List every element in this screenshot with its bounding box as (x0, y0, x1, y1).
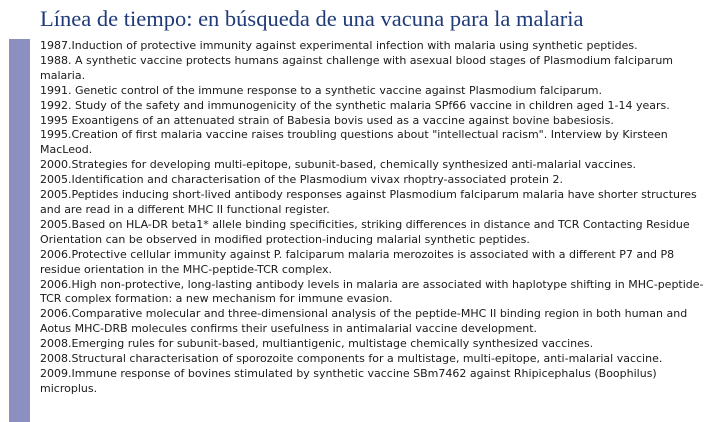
timeline-entry: 1991. Genetic control of the immune response to a synthetic vaccine against Plasmodium falciparum. (40, 83, 603, 97)
timeline-entry: 1995 Exoantigens of an attenuated strain of Babesia bovis used as a vaccine against bovine babesiosis. (40, 113, 614, 127)
timeline-entry: 2000.Strategies for developing multi-epitope, subunit-based, chemically synthesized anti-malarial vaccines. (40, 158, 637, 172)
accent-bar (9, 39, 30, 422)
timeline-entry: 1988. A synthetic vaccine protects humans against challenge with asexual blood stages of Plasmodium falciparum malaria. (40, 53, 674, 82)
timeline-entry: 2006.Protective cellular immunity against P. falciparum malaria merozoites is associated with a different P7 and P8 residue orientation in the MHC-peptide-TCR complex. (40, 247, 675, 276)
timeline-entry: 2005.Peptides inducing short-lived antibody responses against Plasmodium falciparum malaria have shorter structures and are read in a different MHC II functional register. (40, 188, 697, 216)
timeline-entry: 2009.Immune response of bovines stimulated by synthetic vaccine SBm7462 against Rhipicephalus (Boophilus) microplus. (40, 366, 657, 395)
timeline-entry: 2005.Identification and characterisation of the Plasmodium vivax rhoptry-associated protein 2. (40, 173, 563, 187)
timeline-entry: 2008.Emerging rules for subunit-based, multiantigenic, multistage chemically synthesized vaccines. (40, 337, 594, 351)
timeline-entry: 2006.High non-protective, long-lasting antibody levels in malaria are associated with haplotype shifting in MHC-peptide-TCR complex formation: a new mechanism for immune evasion. (40, 277, 704, 306)
slide-title: Línea de tiempo: en búsqueda de una vacuna para la malaria (40, 6, 584, 31)
timeline-list (40, 39, 710, 397)
timeline-entry: 1995.Creation of first malaria vaccine raises troubling questions about "intellectual racism". Interview by Kirsteen MacLeod. (40, 128, 668, 157)
timeline-entry: 2005.Based on HLA-DR beta1* allele binding specificities, striking differences in distance and TCR Contacting Residue Orientation can be observed in modified protection-inducing malarial synthetic peptides. (40, 217, 690, 246)
timeline-entry: 1987.Induction of protective immunity against experimental infection with malaria using synthetic peptides. (40, 39, 638, 52)
timeline-entry: 2008.Structural characterisation of sporozoite components for a multistage, multi-epitope, anti-malarial vaccine. (40, 352, 663, 366)
timeline-entry: 1992. Study of the safety and immunogenicity of the synthetic malaria SPf66 vaccine in children aged 1-14 years. (40, 98, 670, 112)
timeline-entry: 2006.Comparative molecular and three-dimensional analysis of the peptide-MHC II binding region in both human and Aotus MHC-DRB molecules confirms their usefulness in antimalarial vaccine development. (40, 307, 688, 336)
